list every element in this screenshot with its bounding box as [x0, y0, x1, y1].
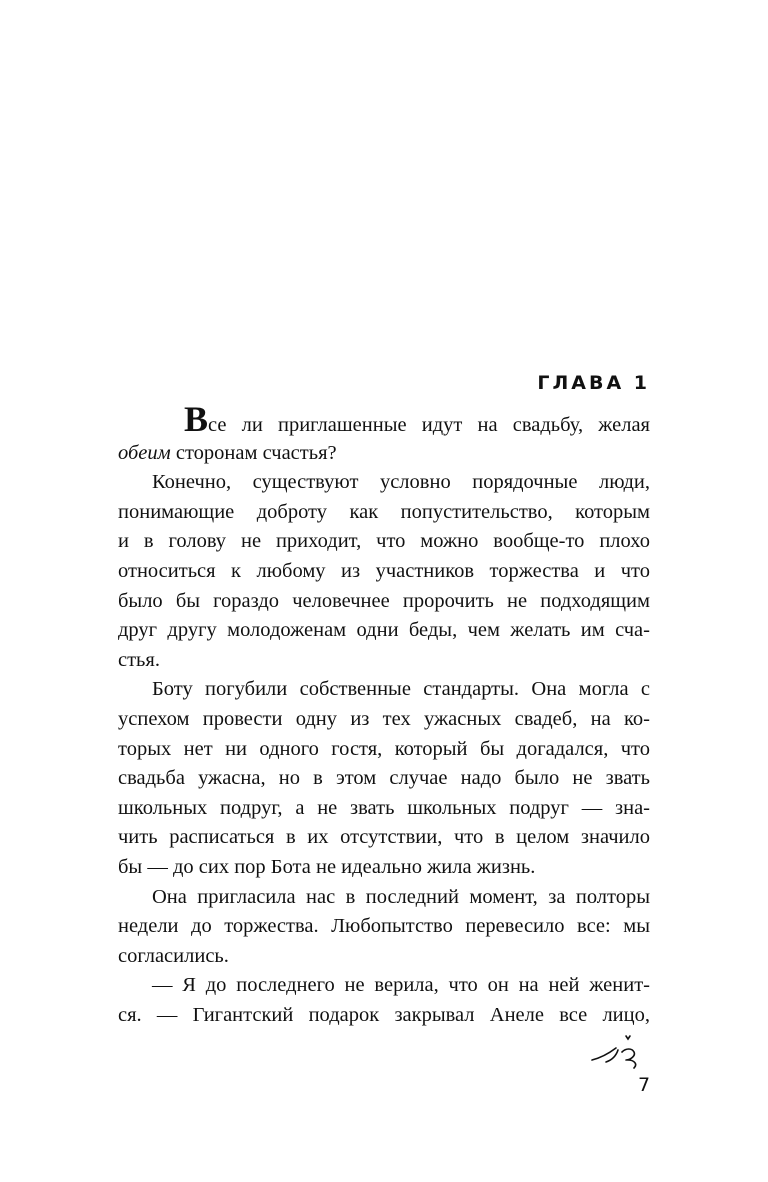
drop-cap: В — [184, 399, 209, 439]
page-number: 7 — [638, 1074, 651, 1096]
text-line: относиться к любому из участников торжества и что — [118, 559, 650, 582]
second-line-text: сторонам счастья? — [170, 441, 337, 464]
text-line: и в голову не приходит, что можно вообще-то плохо — [118, 530, 650, 553]
text-line: Она пригласила нас в последний момент, за полторы — [152, 885, 650, 908]
body-text — [118, 399, 650, 1030]
text-line: Боту погубили собственные стандарты. Она могла с — [152, 678, 650, 701]
text-line: недели до торжества. Любопытство перевесило все: мы — [118, 915, 650, 938]
chapter-heading: ГЛАВА 1 — [537, 372, 650, 394]
ornament-icon — [588, 1030, 668, 1075]
text-line: понимающие доброту как попустительство, которым — [118, 500, 650, 523]
text-line: чить расписаться в их отсутствии, что в целом значило — [118, 826, 650, 849]
second-line — [118, 439, 650, 469]
text-line: Конечно, существуют условно порядочные люди, — [152, 471, 650, 494]
first-line-text: се ли приглашенные идут на свадьбу, желая — [208, 414, 650, 436]
first-line — [118, 399, 650, 439]
text-line: друг другу молодоженам одни беды, чем желать им сча- — [118, 619, 650, 642]
text-line: было бы гораздо человечнее пророчить не подходящим — [118, 589, 650, 612]
text-line: — Я до последнего не верила, что он на ней женит- — [152, 974, 650, 997]
text-line: бы — до сих пор Бота не идеально жила жизнь. — [118, 855, 536, 878]
text-line: школьных подруг, а не звать школьных подруг — зна- — [118, 796, 650, 819]
text-line: успехом провести одну из тех ужасных свадеб, на ко- — [118, 707, 650, 730]
emphasis-word: обеим — [118, 441, 171, 464]
text-line: торых нет ни одного гостя, который бы догадался, что — [118, 737, 650, 760]
text-line: согласились. — [118, 944, 229, 967]
text-line: свадьба ужасна, но в этом случае надо было не звать — [118, 767, 650, 790]
text-line: ся. — Гигантский подарок закрывал Анеле все лицо, — [118, 1003, 650, 1026]
text-line: стья. — [118, 648, 160, 671]
